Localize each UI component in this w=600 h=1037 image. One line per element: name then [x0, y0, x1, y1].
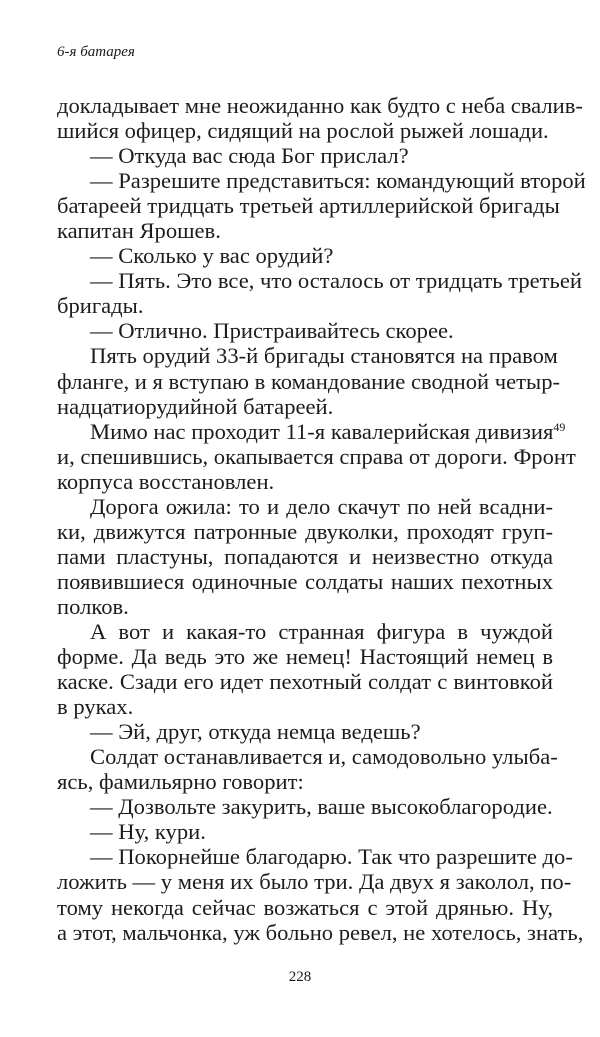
text-line	[57, 143, 553, 168]
line-text: а этот, мальчонка, уж больно ревел, не хотелось, знать,	[57, 919, 584, 945]
text-line	[57, 919, 584, 945]
text-line	[57, 644, 553, 669]
line-text: корпуса восстановлен.	[57, 468, 275, 494]
text-line	[57, 394, 553, 419]
line-text: и, спешившись, окапывается справа от дороги. Фронт	[57, 443, 576, 469]
line-text: — Ну, кури.	[90, 819, 206, 845]
line-text: — Разрешите представиться: командующий второй	[90, 168, 586, 194]
text-line	[57, 569, 553, 594]
text-line	[57, 293, 553, 318]
text-line	[57, 343, 558, 369]
page-number: 228	[288, 969, 312, 985]
line-text: форме. Да ведь это же немец! Настоящий немец в	[57, 644, 553, 670]
text-line	[57, 844, 573, 870]
text-line	[57, 544, 553, 569]
line-text: Солдат останавливается и, самодовольно улыба-	[90, 744, 558, 770]
text-line	[57, 669, 553, 694]
line-text: шийся офицер, сидящий на рослой рыжей лошади.	[57, 118, 549, 144]
line-text: батареей тридцать третьей артиллерийской бригады	[57, 193, 560, 219]
text-line	[57, 118, 553, 143]
text-line	[57, 869, 572, 895]
text-line	[57, 794, 553, 819]
line-text: фланге, и я вступаю в командование сводной четыр-	[57, 368, 561, 394]
line-text: ки, движутся патронные двуколки, проходят груп-	[57, 518, 553, 544]
text-line	[57, 443, 576, 469]
line-text: в руках.	[57, 694, 134, 720]
line-text: — Дозвольте закурить, ваше высокоблагородие.	[90, 794, 553, 820]
line-text: каске. Сзади его идет пехотный солдат с винтовкой	[57, 669, 553, 695]
line-text: ясь, фамильярно говорит:	[57, 769, 304, 795]
text-line	[57, 168, 586, 194]
line-text: — Сколько у вас орудий?	[90, 243, 334, 269]
running-head: 6-я батарея	[57, 44, 135, 60]
text-line	[57, 368, 561, 394]
line-text: надцатиорудийной батареей.	[57, 393, 334, 419]
body-text	[57, 93, 586, 945]
line-text: капитан Ярошев.	[57, 218, 221, 244]
footnote-ref[interactable]: 49	[553, 419, 566, 434]
line-text: пами пластуны, попадаются и неизвестно откуда	[57, 543, 553, 569]
line-text: Дорога ожила: то и дело скачут по ней всадни-	[90, 493, 553, 519]
text-line	[57, 494, 553, 519]
text-line	[57, 193, 560, 219]
line-text: бригады.	[57, 293, 144, 319]
text-line	[57, 719, 553, 744]
text-line	[57, 895, 553, 920]
text-line	[57, 418, 566, 444]
text-line	[57, 268, 582, 294]
text-line	[57, 218, 553, 243]
text-line	[57, 744, 558, 770]
line-text: появившиеся одиночные солдаты наших пехотных	[57, 568, 553, 594]
line-text: Пять орудий 33-й бригады становятся на правом	[90, 343, 558, 369]
text-line	[57, 318, 553, 343]
line-text: — Пять. Это все, что осталось от тридцать третьей	[90, 268, 582, 294]
text-line	[57, 469, 553, 494]
text-line	[57, 769, 553, 794]
line-text: докладывает мне неожиданно как будто с неба свалив-	[57, 93, 583, 118]
line-text: — Покорнейше благодарю. Так что разрешите до-	[90, 844, 573, 870]
line-text: тому некогда сейчас возжаться с этой дрянью. Ну,	[57, 894, 553, 920]
line-text: ложить — у меня их было три. Да двух я заколол, по-	[57, 869, 572, 895]
line-text: — Отлично. Пристраивайтесь скорее.	[90, 318, 454, 344]
text-line	[57, 594, 553, 619]
line-text: — Откуда вас сюда Бог прислал?	[90, 143, 409, 169]
line-text: Мимо нас проходит 11-я кавалерийская дивизия	[90, 418, 554, 444]
text-line	[57, 519, 553, 544]
line-text: полков.	[57, 593, 129, 619]
text-line	[57, 93, 583, 118]
text-line	[57, 694, 553, 719]
line-text: А вот и какая-то странная фигура в чуждой	[90, 618, 553, 644]
line-text: — Эй, друг, откуда немца ведешь?	[90, 719, 421, 745]
text-line	[57, 819, 553, 844]
text-line	[57, 243, 553, 268]
text-line	[57, 619, 553, 644]
